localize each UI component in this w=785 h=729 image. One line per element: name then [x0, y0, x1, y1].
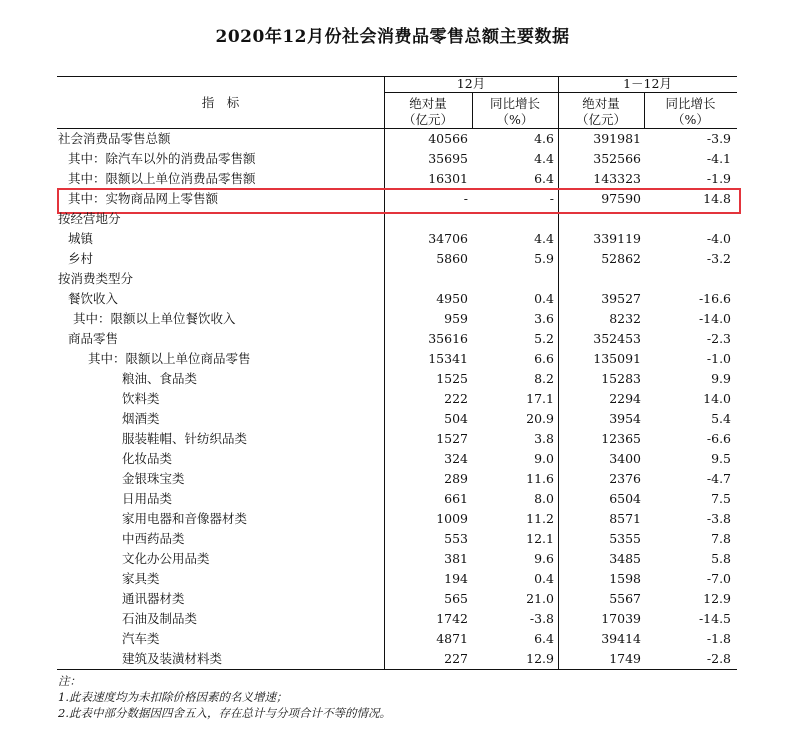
cell-v2: 9.6 — [534, 551, 554, 566]
cell-v1: 35695 — [428, 151, 468, 166]
cell-v1: - — [463, 191, 468, 206]
header-indicator: 指 标 — [201, 95, 240, 110]
cell-v3: 2294 — [609, 391, 641, 406]
row-label: 社会消费品零售总额 — [58, 131, 171, 146]
header-bottom-rule — [57, 128, 737, 129]
cell-v1: 34706 — [428, 231, 468, 246]
cell-v2: 6.4 — [534, 171, 554, 186]
cell-v1: 1009 — [436, 511, 468, 526]
cell-v4: 14.8 — [703, 191, 731, 206]
cell-v2: 4.6 — [534, 131, 554, 146]
cell-v1: 194 — [444, 571, 468, 586]
cell-v2: 9.0 — [534, 451, 554, 466]
cell-v4: 5.4 — [711, 411, 731, 426]
header-abs-ytd: 绝对量 （亿元） — [575, 96, 626, 127]
cell-v3: 52862 — [601, 251, 641, 266]
cell-v3: 97590 — [601, 191, 641, 206]
cell-v3: 391981 — [593, 131, 641, 146]
cell-v4: -3.2 — [706, 251, 731, 266]
row-label: 石油及制品类 — [122, 611, 198, 626]
header-sub-rule — [384, 92, 737, 93]
notes-heading: 注： — [58, 674, 81, 688]
cell-v2: 12.1 — [526, 531, 554, 546]
cell-v4: 9.5 — [711, 451, 731, 466]
cell-v3: 6504 — [609, 491, 641, 506]
cell-v1: 504 — [444, 411, 468, 426]
row-label: 其中：除汽车以外的消费品零售额 — [68, 151, 256, 166]
cell-v3: 39527 — [601, 291, 641, 306]
cell-v4: 14.0 — [703, 391, 731, 406]
cell-v1: 289 — [444, 471, 468, 486]
header-growth-ytd: 同比增长 （%） — [665, 96, 716, 127]
cell-v4: -6.6 — [706, 431, 731, 446]
cell-v4: -4.0 — [706, 231, 731, 246]
cell-v2: 3.6 — [534, 311, 554, 326]
row-label: 其中：实物商品网上零售额 — [68, 191, 219, 206]
row-label: 粮油、食品类 — [122, 371, 198, 386]
row-label: 按消费类型分 — [58, 271, 134, 286]
cell-v2: 6.6 — [534, 351, 554, 366]
cell-v2: 6.4 — [534, 631, 554, 646]
row-label: 日用品类 — [122, 491, 173, 506]
cell-v4: -4.7 — [706, 471, 731, 486]
cell-v4: -3.9 — [706, 131, 731, 146]
cell-v2: 11.6 — [526, 471, 554, 486]
row-label: 按经营地分 — [58, 211, 121, 226]
cell-v3: 3485 — [609, 551, 641, 566]
cell-v3: 5355 — [609, 531, 641, 546]
col-divider-1 — [384, 76, 385, 669]
row-label: 文化办公用品类 — [122, 551, 210, 566]
cell-v3: 8571 — [609, 511, 641, 526]
note-2: 2.此表中部分数据因四舍五入，存在总计与分项合计不等的情况。 — [58, 706, 391, 720]
cell-v2: 4.4 — [534, 151, 554, 166]
table-bottom-rule — [57, 669, 737, 670]
cell-v1: 16301 — [428, 171, 468, 186]
cell-v3: 3400 — [609, 451, 641, 466]
cell-v4: -2.8 — [706, 651, 731, 666]
row-label: 汽车类 — [122, 631, 160, 646]
cell-v4: 7.5 — [711, 491, 731, 506]
cell-v4: -1.9 — [706, 171, 731, 186]
cell-v1: 35616 — [428, 331, 468, 346]
cell-v1: 4950 — [436, 291, 468, 306]
cell-v3: 5567 — [609, 591, 641, 606]
row-label: 城镇 — [68, 231, 94, 246]
cell-v4: -3.8 — [706, 511, 731, 526]
cell-v2: 8.2 — [534, 371, 554, 386]
cell-v3: 15283 — [601, 371, 641, 386]
cell-v4: -1.8 — [706, 631, 731, 646]
cell-v4: -2.3 — [706, 331, 731, 346]
note-1: 1.此表速度均为未扣除价格因素的名义增速； — [58, 690, 288, 704]
row-label: 饮料类 — [122, 391, 160, 406]
row-label: 家用电器和音像器材类 — [122, 511, 248, 526]
cell-v2: 8.0 — [534, 491, 554, 506]
cell-v3: 17039 — [601, 611, 641, 626]
cell-v1: 1742 — [436, 611, 468, 626]
cell-v3: 2376 — [609, 471, 641, 486]
cell-v1: 959 — [444, 311, 468, 326]
cell-v2: 12.9 — [526, 651, 554, 666]
cell-v3: 39414 — [601, 631, 641, 646]
cell-v1: 553 — [444, 531, 468, 546]
cell-v2: 5.9 — [534, 251, 554, 266]
cell-v3: 1749 — [609, 651, 641, 666]
row-label: 服装鞋帽、针纺织品类 — [122, 431, 248, 446]
cell-v4: 9.9 — [711, 371, 731, 386]
cell-v1: 661 — [444, 491, 468, 506]
notes — [58, 673, 391, 721]
cell-v3: 339119 — [593, 231, 641, 246]
cell-v2: 11.2 — [526, 511, 554, 526]
cell-v4: -1.0 — [706, 351, 731, 366]
cell-v1: 15341 — [428, 351, 468, 366]
cell-v3: 12365 — [601, 431, 641, 446]
col-divider-3 — [558, 76, 559, 669]
cell-v3: 352453 — [593, 331, 641, 346]
cell-v2: 21.0 — [526, 591, 554, 606]
row-label: 中西药品类 — [122, 531, 185, 546]
cell-v4: 5.8 — [711, 551, 731, 566]
cell-v4: -16.6 — [698, 291, 731, 306]
row-label: 通讯器材类 — [122, 591, 185, 606]
cell-v2: 3.8 — [534, 431, 554, 446]
cell-v2: 0.4 — [534, 571, 554, 586]
cell-v2: 17.1 — [526, 391, 554, 406]
cell-v1: 40566 — [428, 131, 468, 146]
cell-v1: 381 — [444, 551, 468, 566]
row-label: 其中：限额以上单位商品零售 — [88, 351, 251, 366]
cell-v1: 222 — [444, 391, 468, 406]
cell-v3: 3954 — [609, 411, 641, 426]
cell-v3: 352566 — [593, 151, 641, 166]
cell-v1: 1527 — [436, 431, 468, 446]
row-label: 建筑及装潢材料类 — [122, 651, 223, 666]
cell-v3: 8232 — [609, 311, 641, 326]
page-title: 2020年12月份社会消费品零售总额主要数据 — [215, 27, 570, 47]
cell-v2: 20.9 — [526, 411, 554, 426]
cell-v4: 12.9 — [703, 591, 731, 606]
cell-v2: 5.2 — [534, 331, 554, 346]
cell-v4: -14.0 — [698, 311, 731, 326]
cell-v1: 227 — [444, 651, 468, 666]
row-label: 商品零售 — [68, 331, 119, 346]
row-label: 其中：限额以上单位消费品零售额 — [68, 171, 256, 186]
cell-v3: 143323 — [593, 171, 641, 186]
row-label: 金银珠宝类 — [122, 471, 185, 486]
header-jan-dec: 1－12月 — [623, 76, 672, 91]
header-growth-dec: 同比增长 （%） — [489, 96, 540, 127]
cell-v3: 135091 — [593, 351, 641, 366]
cell-v4: -4.1 — [706, 151, 731, 166]
cell-v1: 4871 — [436, 631, 468, 646]
header-december: 12月 — [456, 76, 486, 91]
header-abs-dec: 绝对量 （亿元） — [402, 96, 453, 127]
cell-v4: 7.8 — [711, 531, 731, 546]
cell-v1: 5860 — [436, 251, 468, 266]
cell-v4: -7.0 — [706, 571, 731, 586]
cell-v1: 565 — [444, 591, 468, 606]
cell-v3: 1598 — [609, 571, 641, 586]
cell-v1: 1525 — [436, 371, 468, 386]
cell-v2: -3.8 — [529, 611, 554, 626]
row-label: 烟酒类 — [122, 411, 160, 426]
cell-v1: 324 — [444, 451, 468, 466]
cell-v4: -14.5 — [698, 611, 731, 626]
row-label: 餐饮收入 — [68, 291, 119, 306]
highlight-box — [57, 188, 741, 214]
cell-v2: 4.4 — [534, 231, 554, 246]
row-label: 家具类 — [122, 571, 160, 586]
cell-v2: 0.4 — [534, 291, 554, 306]
row-label: 化妆品类 — [122, 451, 173, 466]
cell-v2: - — [549, 191, 554, 206]
row-label: 乡村 — [68, 251, 94, 266]
row-label: 其中：限额以上单位餐饮收入 — [73, 311, 236, 326]
